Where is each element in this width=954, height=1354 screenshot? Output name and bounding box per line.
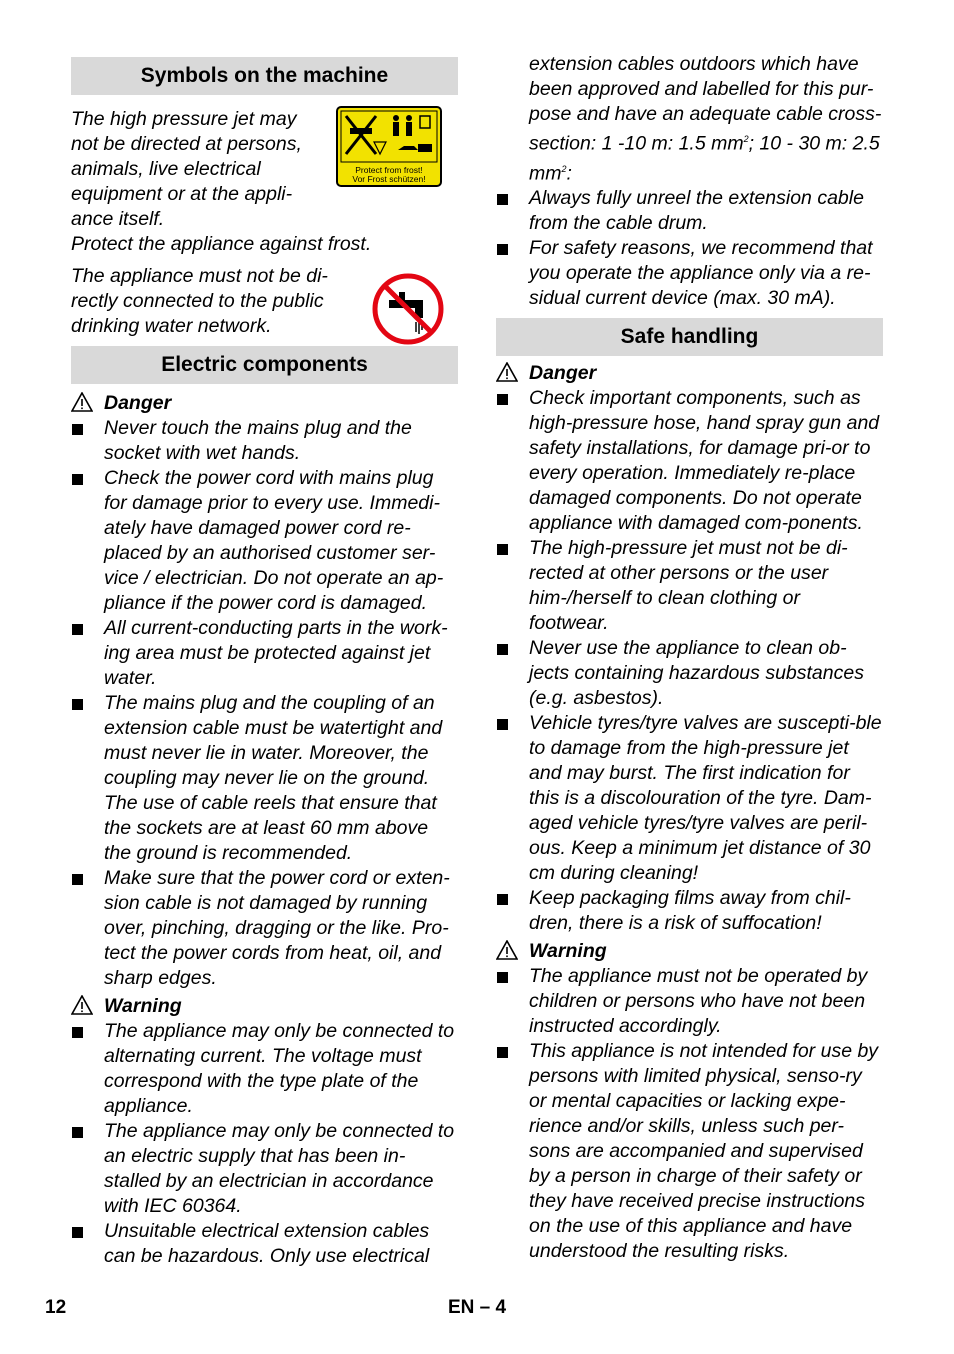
list-item: For safety reasons, we recommend that you operate the appliance only via a re-sidual current device (max. 30 mA). xyxy=(496,236,883,311)
label-line2: Vor Frost schützen! xyxy=(352,174,426,184)
list-item: Keep packaging films away from chil-dren, there is a risk of suffocation! xyxy=(496,886,883,936)
warning-triangle-icon xyxy=(496,940,518,960)
warning-list-left xyxy=(71,1019,458,1269)
warning-triangle-icon xyxy=(71,995,93,1015)
frost-text: Protect the appliance against frost. xyxy=(71,233,372,255)
page-number: 12 xyxy=(45,1297,67,1318)
danger-heading-right xyxy=(496,361,883,386)
extension-list xyxy=(496,186,883,311)
warning-triangle-icon xyxy=(71,392,93,412)
list-item: Always fully unreel the extension cable from the cable drum. xyxy=(496,186,883,236)
list-item: Make sure that the power cord or exten-sion cable is not damaged by running over, pinching, dragging or the like. Pro-tect the power cords from heat, oil, and sharp edges. xyxy=(71,866,458,991)
list-item: The appliance may only be connected to alternating current. The voltage must correspond with the type plate of the appliance. xyxy=(71,1019,458,1119)
list-item: Never use the appliance to clean ob-jects containing hazardous substances (e.g. asbestos). xyxy=(496,636,883,711)
drinking-water-text: The appliance must not be di-rectly connected to the public drinking water network. xyxy=(71,265,328,337)
danger-list-left xyxy=(71,416,458,991)
list-item: The mains plug and the coupling of an extension cable must be watertight and must never lie in water. Moreover, the coupling may never lie on the ground. The use of cable reels that ensure that the sockets are at least 60 mm above the ground is recommended. xyxy=(71,691,458,866)
label-line1: Protect from frost! xyxy=(355,165,423,175)
danger-heading-left xyxy=(71,391,458,416)
section-marker: EN – 4 xyxy=(448,1297,507,1318)
right-column xyxy=(496,52,883,1264)
list-item: Check important components, such as high-pressure hose, hand spray gun and safety installations, for damage pri-or to every operation. Immediately re-place damaged components. Do not operate appliance with damaged com-ponents. xyxy=(496,386,883,536)
symbols-intro xyxy=(71,107,458,232)
symbols-text: The high pressure jet may not be directed at persons, animals, live electrical equipment or at the appli-ance itself. xyxy=(71,108,302,230)
list-item: The high-pressure jet must not be di-rected at other persons or the user him-/herself to clean clothing or footwear. xyxy=(496,536,883,636)
warning-label: Warning xyxy=(104,995,182,1017)
machine-warning-label-icon xyxy=(336,106,442,187)
no-drinking-water-icon xyxy=(371,272,445,346)
list-item: The appliance must not be operated by children or persons who have not been instructed accordingly. xyxy=(496,964,883,1039)
symbols-heading: Symbols on the machine xyxy=(71,57,458,95)
list-item: Check the power cord with mains plug for damage prior to every use. Immedi-ately have damaged power cord re-placed by an authorised customer ser-vice / electrician. Do not operate an ap-pliance if the power cord is damaged. xyxy=(71,466,458,616)
list-item: Never touch the mains plug and the socket with wet hands. xyxy=(71,416,458,466)
warning-label: Warning xyxy=(529,940,607,962)
danger-label: Danger xyxy=(104,392,172,414)
electric-components-heading: Electric components xyxy=(71,346,458,384)
list-item: This appliance is not intended for use by persons with limited physical, senso-ry or mental capacities or lacking expe-rience and/or skills, unless such per-sons are accompanied and supervised by a person in charge of their safety or they have received precise instructions on the use of this appliance and have understood the resulting risks. xyxy=(496,1039,883,1264)
danger-label: Danger xyxy=(529,362,597,384)
warning-heading-right xyxy=(496,939,883,964)
left-column xyxy=(71,57,458,1269)
warning-triangle-icon xyxy=(496,362,518,382)
list-item: All current-conducting parts in the work-ing area must be protected against jet water. xyxy=(71,616,458,691)
safe-handling-heading: Safe handling xyxy=(496,318,883,356)
list-item: Unsuitable electrical extension cables can be hazardous. Only use electrical xyxy=(71,1219,458,1269)
continued-paragraph: extension cables outdoors which have been approved and labelled for this pur-pose and have an adequate cable cross-section: 1 -10 m: 1.5 $mm^2$; 10 - 30 m: 2.5 $mm^2$: xyxy=(529,53,882,184)
danger-list-right xyxy=(496,386,883,936)
list-item: Vehicle tyres/tyre valves are suscepti-ble to damage from the high-pressure jet and may burst. The first indication for this is a discolouration of the tyre. Dam-aged vehicle tyres/tyre valves are peril-ous. Keep a minimum jet distance of 30 cm during cleaning! xyxy=(496,711,883,886)
warning-heading-left xyxy=(71,994,458,1019)
list-item: The appliance may only be connected to an electric supply that has been in-stalled by an electrician in accordance with IEC 60364. xyxy=(71,1119,458,1219)
warning-list-right xyxy=(496,964,883,1264)
drinking-water-block xyxy=(71,264,458,339)
